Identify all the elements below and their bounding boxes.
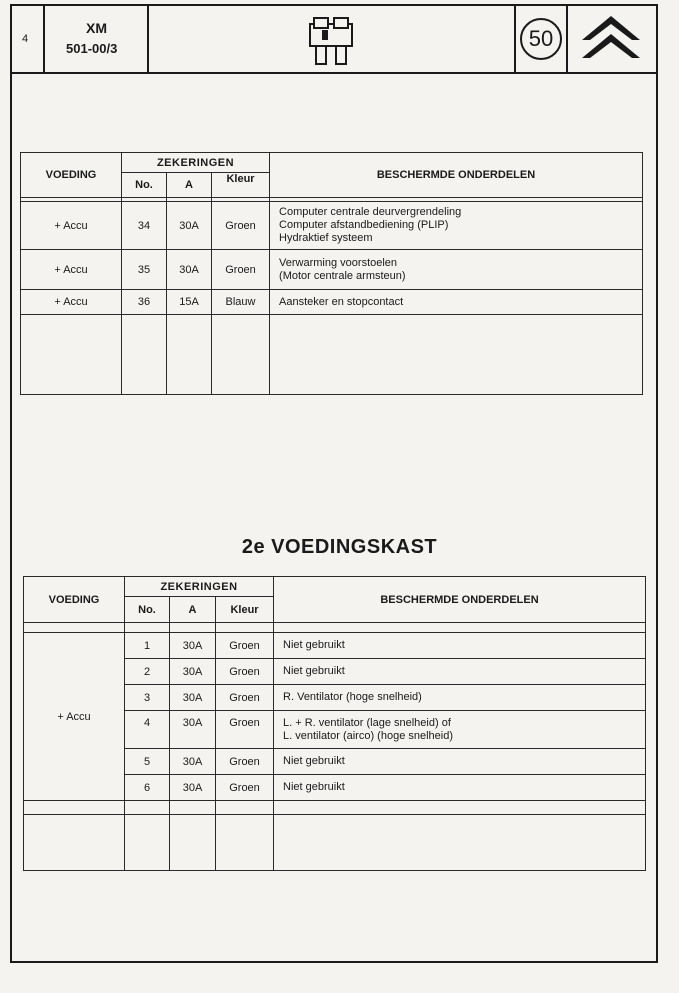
protected-parts	[274, 775, 646, 801]
table-row	[24, 633, 646, 659]
fuse-amps: 15A	[167, 290, 212, 315]
col-header-a: A	[170, 597, 216, 623]
double-chevron-logo	[580, 14, 642, 64]
voeding-cell: + Accu	[21, 290, 122, 315]
fuse-amps: 30A	[170, 685, 216, 711]
fuse-color: Groen	[216, 775, 274, 801]
fuse-color: Groen	[216, 749, 274, 775]
protected-part-line: Computer centrale deurvergrendeling	[279, 206, 462, 218]
protected-part-line: (Motor centrale armsteun)	[279, 269, 406, 282]
table-row	[21, 202, 643, 250]
col-header-beschermde: BESCHERMDE ONDERDELEN	[274, 577, 646, 623]
model-code: 501-00/3	[66, 41, 118, 56]
protected-part-line: L. ventilator (airco) (hoge snelheid)	[283, 730, 454, 742]
protected-part-line: Hydraktief systeem	[279, 232, 373, 244]
col-header-no: No.	[125, 597, 170, 623]
fuse-amps: 30A	[170, 633, 216, 659]
fuse-number: 36	[122, 290, 167, 315]
table-row	[21, 290, 643, 315]
col-header-no: No.	[122, 173, 167, 198]
protected-parts	[274, 685, 646, 711]
fuse-amps: 30A	[170, 749, 216, 775]
fuse-amps: 30A	[167, 250, 212, 290]
model-name: XM	[86, 20, 107, 36]
fuse-amps: 30A	[170, 775, 216, 801]
protected-part-line: R. Ventilator (hoge snelheid)	[283, 691, 422, 703]
col-header-kleur: Kleur	[212, 173, 270, 198]
section-number-badge: 50	[520, 18, 562, 60]
col-header-beschermde: BESCHERMDE ONDERDELEN	[270, 153, 643, 198]
header-divider	[10, 72, 658, 74]
protected-parts	[274, 659, 646, 685]
fuse-number: 5	[125, 749, 170, 775]
empty-row	[21, 315, 643, 395]
fuse-number: 34	[122, 202, 167, 250]
fuse-icon	[306, 14, 356, 66]
fuse-number: 3	[125, 685, 170, 711]
header-separator	[43, 4, 45, 74]
col-header-voeding: VOEDING	[21, 153, 122, 198]
protected-part-line: Niet gebruikt	[283, 639, 345, 651]
fuse-amps: 30A	[167, 202, 212, 250]
protected-part-line: Computer afstandbediening (PLIP)	[279, 219, 449, 231]
voeding-cell: + Accu	[21, 202, 122, 250]
protected-parts	[274, 633, 646, 659]
fuse-number: 4	[125, 711, 170, 749]
protected-part-line: Niet gebruikt	[283, 781, 345, 793]
protected-part-line: Verwarming voorstoelen	[279, 256, 398, 269]
protected-parts	[270, 202, 643, 250]
header-separator	[566, 4, 568, 74]
col-header-a: A	[167, 173, 212, 198]
fuse-color: Groen	[216, 659, 274, 685]
col-header-voeding: VOEDING	[24, 577, 125, 623]
fuse-color: Blauw	[212, 290, 270, 315]
header-separator	[514, 4, 516, 74]
protected-part-line: L. + R. ventilator (lage snelheid) of	[283, 717, 451, 729]
table-row	[21, 250, 643, 290]
protected-parts	[274, 711, 646, 749]
voeding-cell: + Accu	[21, 250, 122, 290]
fuse-table-2	[23, 576, 646, 871]
header-separator	[147, 4, 149, 74]
fuse-number: 6	[125, 775, 170, 801]
fuse-color: Groen	[216, 633, 274, 659]
fuse-table-1	[20, 152, 643, 395]
col-header-kleur: Kleur	[216, 597, 274, 623]
fuse-color: Groen	[216, 711, 274, 749]
page-number: 4	[22, 33, 29, 45]
fuse-amps: 30A	[170, 711, 216, 749]
col-header-zekeringen: ZEKERINGEN	[122, 153, 270, 173]
empty-row	[24, 815, 646, 871]
protected-parts	[274, 749, 646, 775]
protected-part-line: Niet gebruikt	[283, 755, 345, 767]
section-title: 2e VOEDINGSKAST	[241, 536, 438, 558]
fuse-color: Groen	[212, 202, 270, 250]
fuse-color: Groen	[216, 685, 274, 711]
protected-parts	[270, 290, 643, 315]
fuse-color: Groen	[212, 250, 270, 290]
protected-parts	[270, 250, 643, 290]
fuse-number: 2	[125, 659, 170, 685]
fuse-amps: 30A	[170, 659, 216, 685]
protected-part-line: Aansteker en stopcontact	[279, 295, 404, 308]
voeding-cell: + Accu	[24, 633, 125, 801]
col-header-zekeringen: ZEKERINGEN	[125, 577, 274, 597]
fuse-number: 1	[125, 633, 170, 659]
protected-part-line: Niet gebruikt	[283, 665, 345, 677]
fuse-number: 35	[122, 250, 167, 290]
